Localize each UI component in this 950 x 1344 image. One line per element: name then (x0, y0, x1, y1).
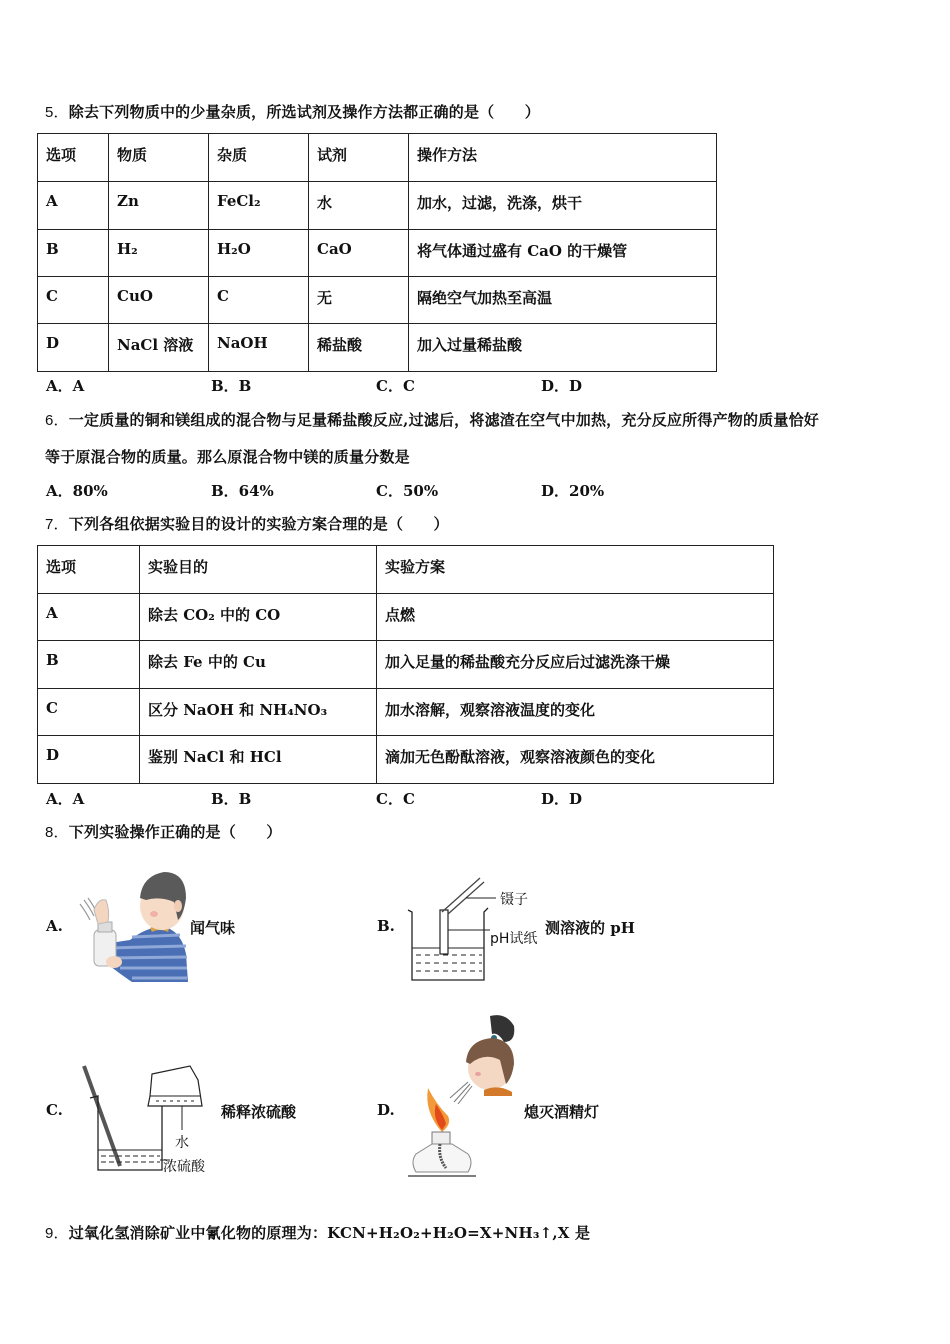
cell-purpose: 除去 Fe 中的 Cu (140, 641, 377, 689)
question-number: 8． (45, 824, 69, 841)
header-cell: 操作方法 (409, 134, 717, 182)
table-row (38, 277, 717, 324)
choice-d[interactable]: D．D (541, 377, 583, 395)
cell-reagent: 水 (309, 182, 409, 230)
choice-a[interactable]: A．80% (46, 482, 108, 500)
cell-reagent: 无 (309, 277, 409, 324)
label-concentrated-sulfuric-acid: 浓硫酸 (163, 1159, 205, 1175)
question-7-table (37, 545, 774, 784)
cell-option: A (38, 182, 109, 230)
cell-option: D (38, 736, 140, 784)
table-row (38, 230, 717, 277)
cell-impurity: FeCl₂ (209, 182, 309, 230)
cell-impurity: C (209, 277, 309, 324)
cell-reagent: CaO (309, 230, 409, 277)
header-cell: 实验目的 (140, 546, 377, 594)
choice-b[interactable]: B．B (211, 377, 252, 395)
option-b-caption: 测溶液的 pH (545, 919, 635, 937)
label-tweezers: 镊子 (500, 892, 528, 908)
question-text: 除去下列物质中的少量杂质，所选试剂及操作方法都正确的是（ ） (68, 103, 540, 121)
cell-purpose: 除去 CO₂ 中的 CO (140, 594, 377, 641)
question-text: 下列实验操作正确的是（ ） (68, 823, 282, 841)
cell-option: A (38, 594, 140, 641)
cell-option: C (38, 689, 140, 736)
cell-option: B (38, 230, 109, 277)
question-7-stem (45, 513, 449, 534)
option-a-caption: 闻气味 (190, 919, 236, 937)
option-a-letter[interactable]: A. (46, 917, 63, 935)
choice-c[interactable]: C．50% (376, 482, 439, 500)
question-text: 一定质量的铜和镁组成的混合物与足量稀盐酸反应,过滤后，将滤渣在空气中加热，充分反应所得产物的质量恰好 (68, 411, 819, 429)
choice-c[interactable]: C．C (376, 790, 415, 808)
cell-impurity: H₂O (209, 230, 309, 277)
table-row (38, 641, 774, 689)
table-row (38, 594, 774, 641)
header-cell: 选项 (38, 546, 140, 594)
cell-substance: NaCl 溶液 (109, 324, 209, 372)
header-cell: 选项 (38, 134, 109, 182)
option-c-caption: 稀释浓硫酸 (221, 1103, 297, 1121)
question-5-stem (45, 101, 540, 122)
cell-plan: 加水溶解，观察溶液温度的变化 (377, 689, 774, 736)
cell-option: C (38, 277, 109, 324)
choice-b[interactable]: B．B (211, 790, 252, 808)
question-6-stem-line2: 等于原混合物的质量。那么原混合物中镁的质量分数是 (45, 448, 410, 466)
option-b-letter[interactable]: B. (377, 917, 395, 935)
header-cell: 实验方案 (377, 546, 774, 594)
choice-a[interactable]: A．A (46, 790, 85, 808)
question-number: 6． (45, 412, 69, 429)
table-header-row (38, 546, 774, 594)
table-row (38, 324, 717, 372)
option-d-letter[interactable]: D. (377, 1101, 395, 1119)
question-number: 9． (45, 1225, 69, 1242)
cell-method: 隔绝空气加热至高温 (409, 277, 717, 324)
cell-purpose: 区分 NaOH 和 NH₄NO₃ (140, 689, 377, 736)
option-d-caption: 熄灭酒精灯 (524, 1103, 600, 1121)
question-number: 5． (45, 104, 69, 121)
header-cell: 杂质 (209, 134, 309, 182)
question-9-stem (45, 1222, 590, 1243)
cell-reagent: 稀盐酸 (309, 324, 409, 372)
table-header-row (38, 134, 717, 182)
cell-plan: 滴加无色酚酞溶液，观察溶液颜色的变化 (377, 736, 774, 784)
cell-substance: CuO (109, 277, 209, 324)
cell-method: 将气体通过盛有 CaO 的干燥管 (409, 230, 717, 277)
cell-impurity: NaOH (209, 324, 309, 372)
question-number: 7． (45, 516, 69, 533)
cell-plan: 点燃 (377, 594, 774, 641)
choice-d[interactable]: D．20% (541, 482, 605, 500)
cell-option: D (38, 324, 109, 372)
cell-substance: H₂ (109, 230, 209, 277)
cell-method: 加水，过滤，洗涤，烘干 (409, 182, 717, 230)
header-cell: 试剂 (309, 134, 409, 182)
question-text: 过氧化氢消除矿业中氰化物的原理为：KCN+H₂O₂+H₂O=X+NH₃↑,X 是 (68, 1224, 591, 1242)
person-smelling-bottle-illustration (70, 862, 195, 984)
question-8-stem (45, 821, 282, 842)
cell-option: B (38, 641, 140, 689)
question-6-stem-line1 (45, 409, 819, 430)
choice-c[interactable]: C．C (376, 377, 415, 395)
cell-plan: 加入足量的稀盐酸充分反应后过滤洗涤干燥 (377, 641, 774, 689)
table-row (38, 182, 717, 230)
option-c-letter[interactable]: C. (46, 1101, 63, 1119)
choice-b[interactable]: B．64% (211, 482, 274, 500)
label-ph-paper: pH试纸 (490, 931, 538, 947)
header-cell: 物质 (109, 134, 209, 182)
label-water: 水 (175, 1135, 189, 1151)
choice-a[interactable]: A．A (46, 377, 85, 395)
table-row (38, 689, 774, 736)
cell-purpose: 鉴别 NaCl 和 HCl (140, 736, 377, 784)
cell-substance: Zn (109, 182, 209, 230)
blowing-out-lamp-illustration (402, 1012, 522, 1180)
question-text: 下列各组依据实验目的设计的实验方案合理的是（ ） (68, 515, 449, 533)
choice-d[interactable]: D．D (541, 790, 583, 808)
table-row (38, 736, 774, 784)
cell-method: 加入过量稀盐酸 (409, 324, 717, 372)
question-5-table (37, 133, 717, 372)
